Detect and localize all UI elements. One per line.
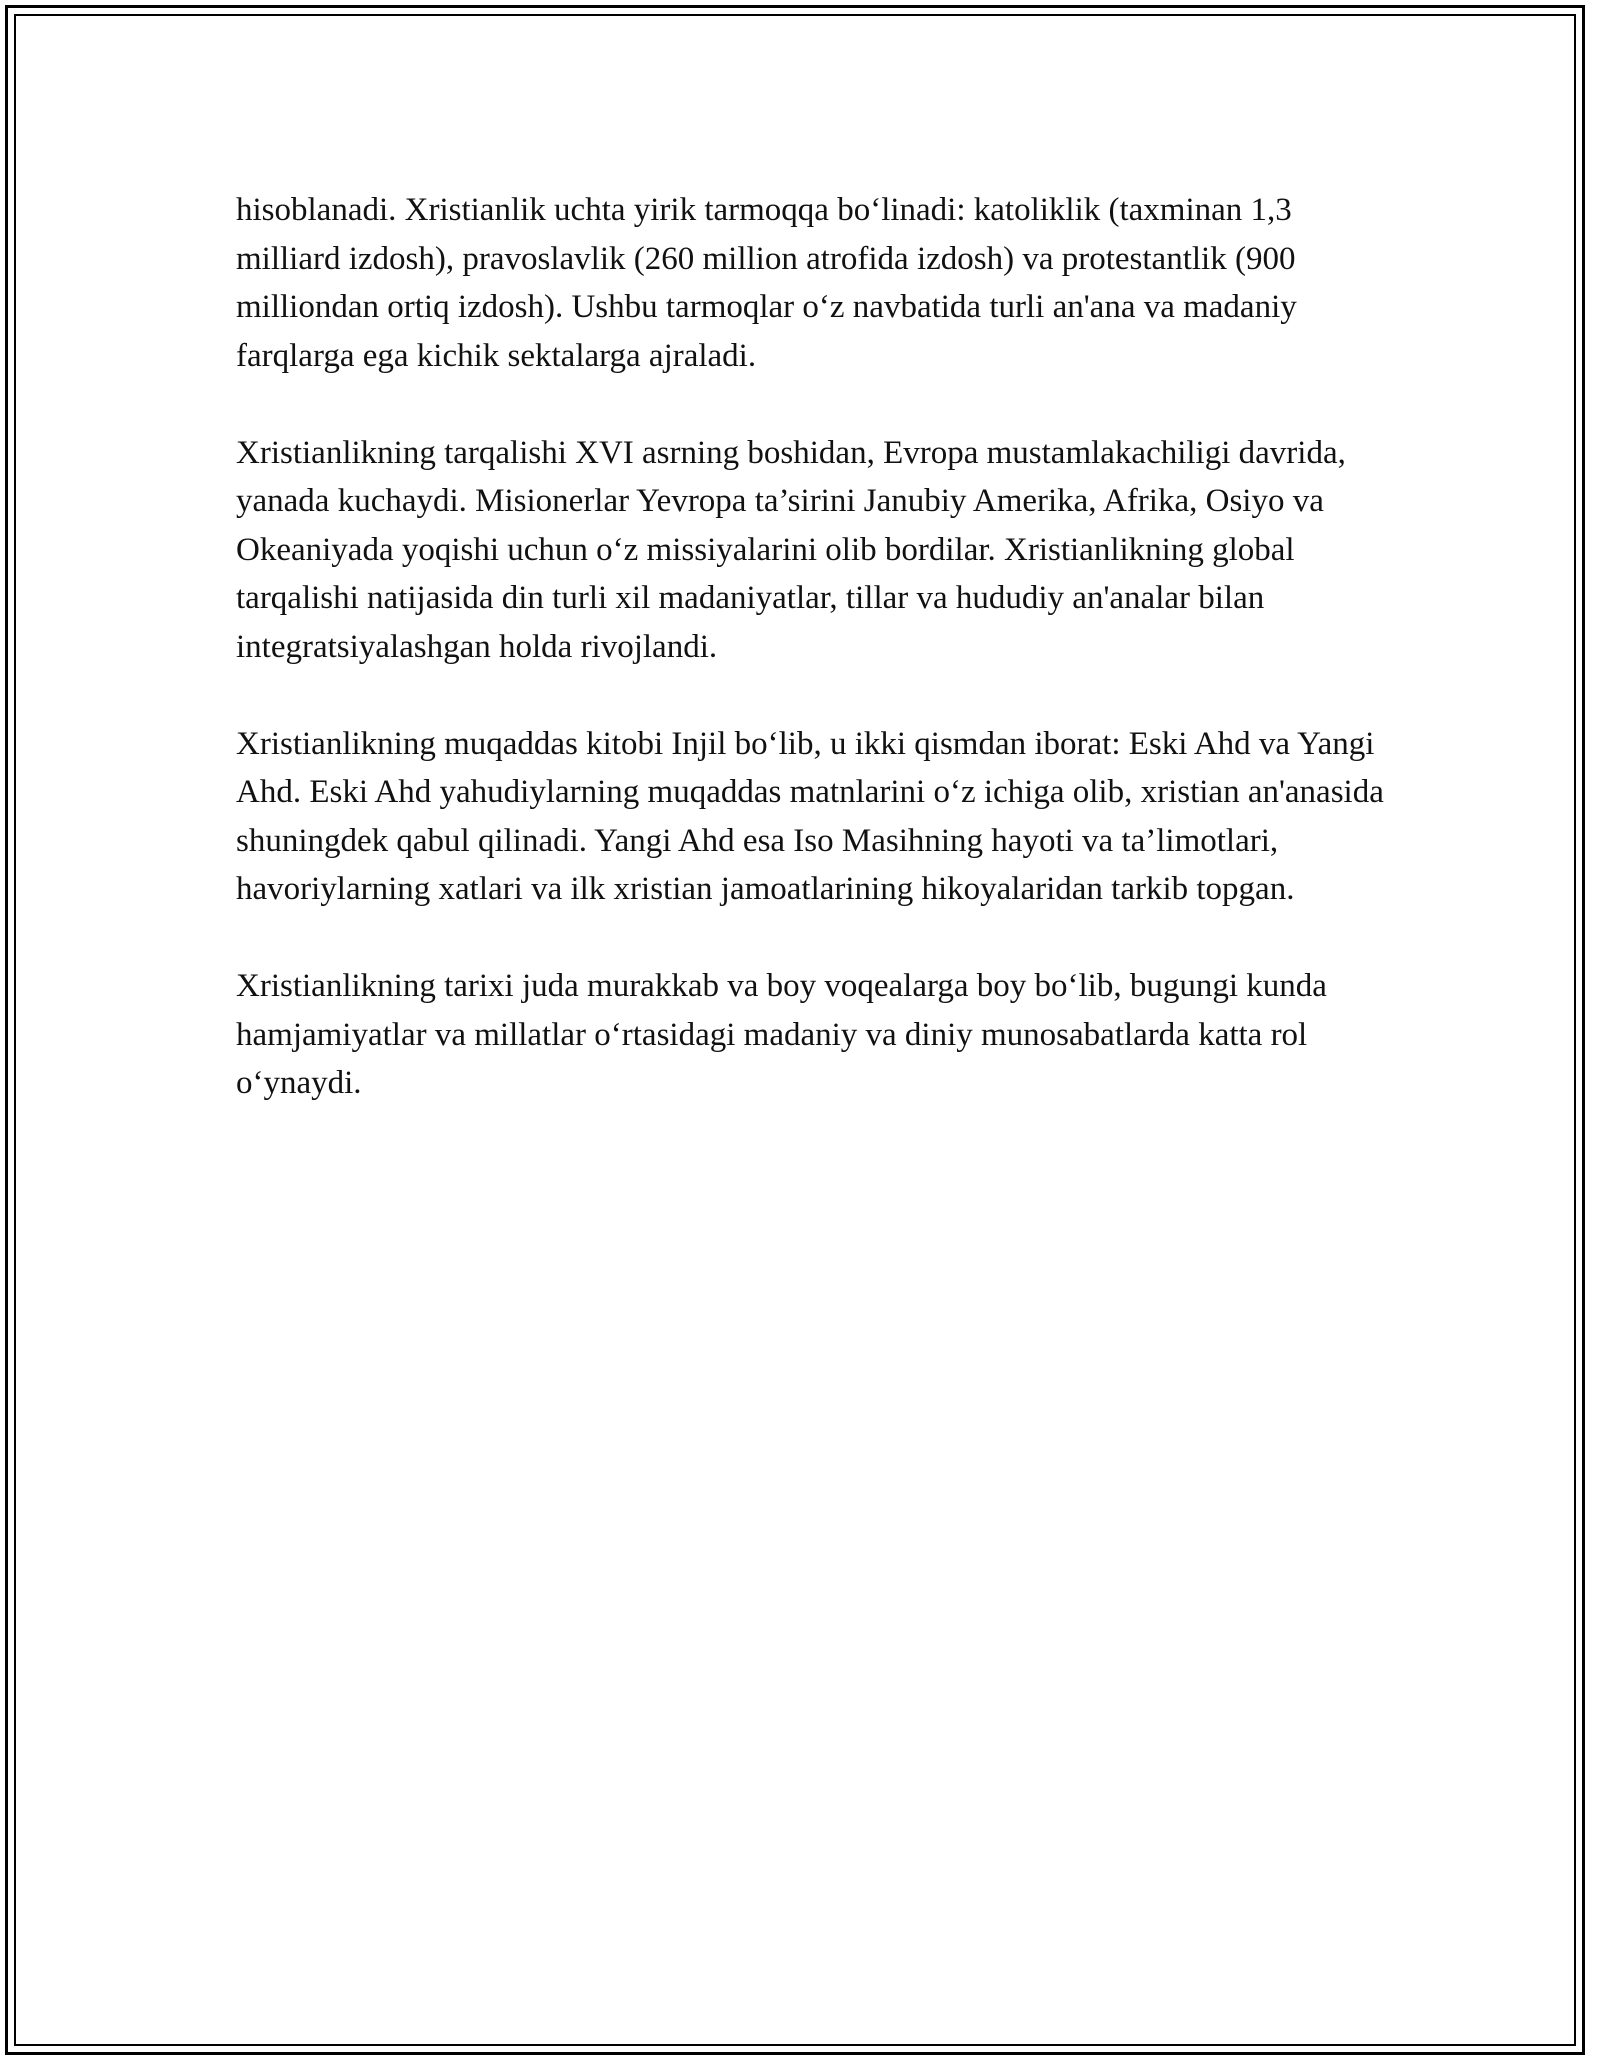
document-body: [236, 186, 1386, 1156]
paragraph-3: Xristianlikning muqaddas kitobi Injil bo‘lib, u ikki qismdan iborat: Eski Ahd va Yangi Ahd. Eski Ahd yahudiylarning muqaddas matnlarini o‘z ichiga olib, xristian an'anasida shuningdek qabul qilinadi. Yangi Ahd esa Iso Masihning hayoti va ta’limotlari, havoriylarning xatlari va ilk xristian jamoatlarining hikoyalaridan tarkib topgan.: [236, 725, 1384, 907]
paragraph-4: Xristianlikning tarixi juda murakkab va boy voqealarga boy bo‘lib, bugungi kunda hamjamiyatlar va millatlar o‘rtasidagi madaniy va diniy munosabatlarda katta rol o‘ynaydi.: [236, 968, 1327, 1101]
paragraph-2: Xristianlikning tarqalishi XVI asrning boshidan, Evropa mustamlakachiligi davrida, yanada kuchaydi. Misionerlar Yevropa ta’sirini Janubiy Amerika, Afrika, Osiyo va Okeaniyada yoqishi uchun o‘z missiyalarini olib bordilar. Xristianlikning global tarqalishi natijasida din turli xil madaniyatlar, tillar va hududiy an'analar bilan integratsiyalashgan holda rivojlandi.: [236, 434, 1346, 665]
paragraph-1: hisoblanadi. Xristianlik uchta yirik tarmoqqa bo‘linadi: katoliklik (taxminan 1,3 milliard izdosh), pravoslavlik (260 million atrofida izdosh) va protestantlik (900 milliondan ortiq izdosh). Ushbu tarmoqlar o‘z navbatida turli an'ana va madaniy farqlarga ega kichik sektalarga ajraladi.: [236, 192, 1297, 374]
